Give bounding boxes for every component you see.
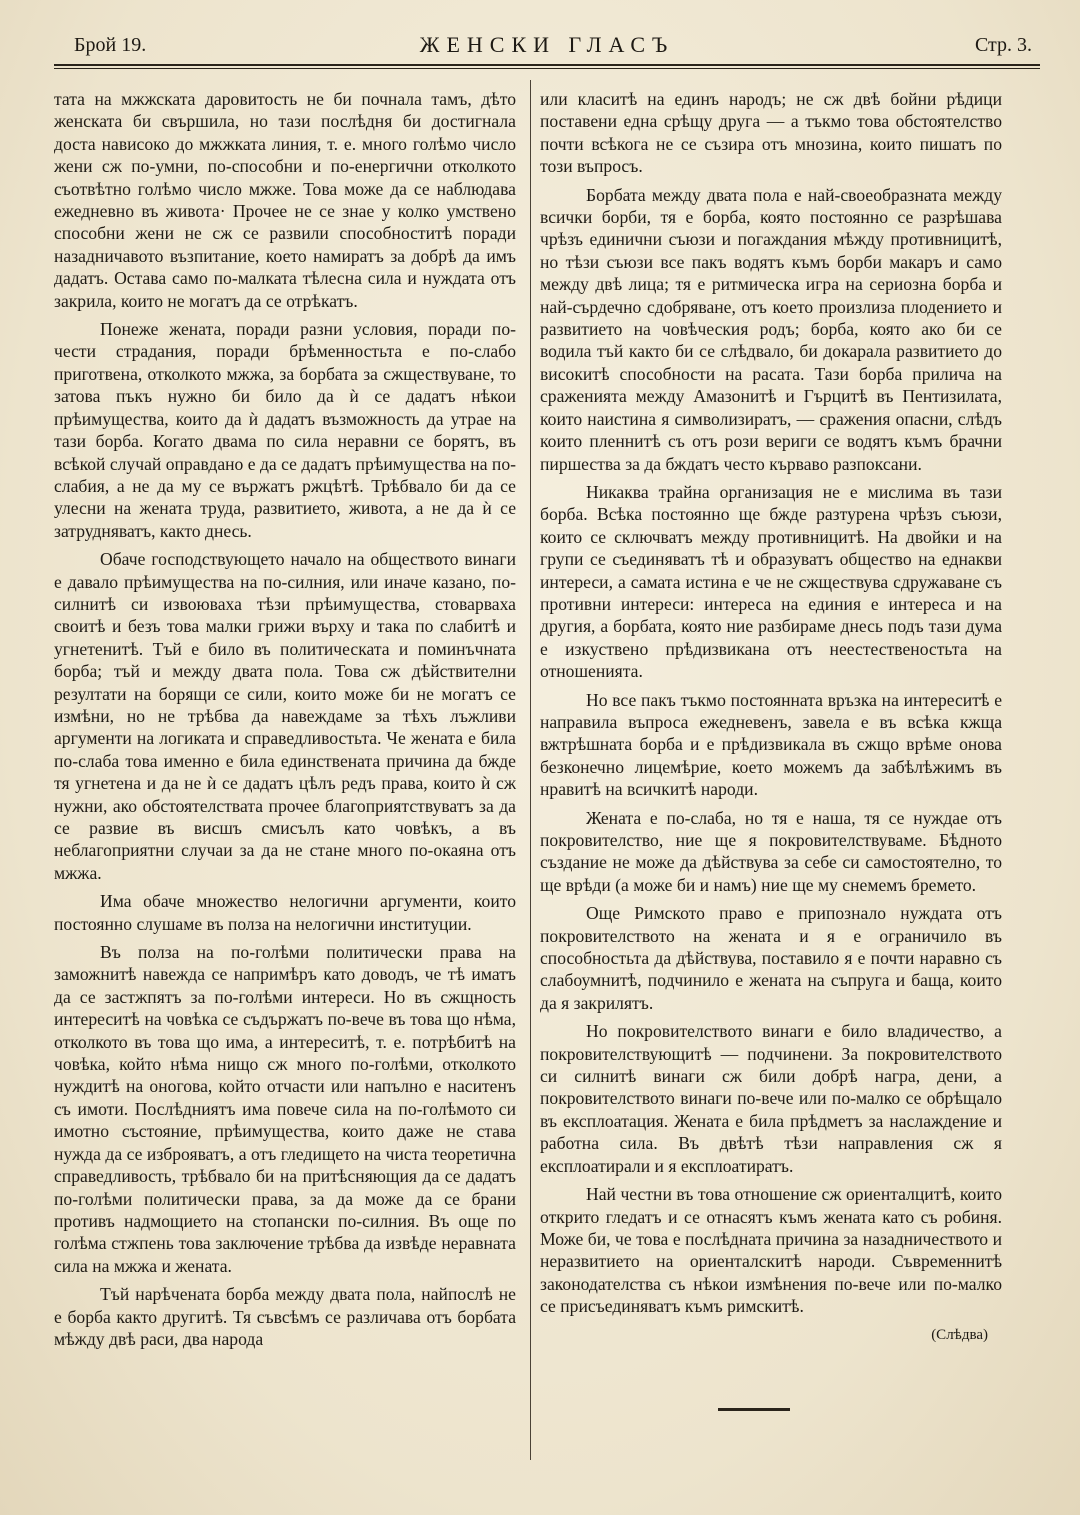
page-header <box>54 30 1040 64</box>
paragraph: Въ полза на по-голѣми политически права на заможнитѣ навежда се напримѣръ като доводъ, че тѣ иматъ да се застжпятъ за по-голѣми интереси. Но въ сжщность интереситѣ на човѣка се съдържатъ по-вече въ това що нѣма, отколкото въ това що има, а интереситѣ, т. е. потрѣбитѣ на човѣка, който нѣма нищо сж много по-голѣми, отколкото нуждитѣ на оногова, който отчасти или напълно е наситенъ съ имоти. Послѣдниятъ има повече сила на по-голѣмото си имотно състояние, прѣимущества, които даже не става нужда да се изброяватъ, а отъ гледището на чиста теоретична справедливость, трѣбвало би на притѣсняющия да се дадатъ по-голѣми политически права, за да може да се брани противъ надмощието на стопански по-силния. Въ още по голѣма стжпень това заключение трѣбва да извѣде неравната сила на мжжа и жената. <box>54 942 516 1276</box>
paragraph: Но покровителството винаги е било владичество, а покровителствующитѣ — подчинени. За покровителството си силнитѣ винаги сж били добрѣ награ, дени, а покровителството винаги по-вече или по-малко се обрѣщало въ експлоатация. Жената е била прѣдметъ за наслаждение и работна сила. Въ двѣтѣ тѣзи направления сж я експлоатирали и я експлоатиратъ. <box>540 1021 1002 1176</box>
paragraph: Обаче господствующето начало на обществото винаги е давало прѣимущества на по-силния, или иначе казано, по-силнитѣ си извоюваха тѣзи прѣимущества, стоварваха своитѣ и безъ това малки грижи върху и така по слабитѣ и угнетенитѣ. Тъй е било въ политическата и поминъчната борба; тъй и между двата пола. Това сж дѣйствителни резултати на борящи се сили, които може би не могатъ се измѣни, но не трѣбва да навеждаме за тѣхъ лъжливи аргументи на логиката и справедливостьта. Че жената е била по-слаба това именно е била единствената причина да бжде тя угнетена и да не ѝ се дадатъ цѣлъ редъ права, които ѝ сж нужни, ако обстоятелствата прочее благоприятствуватъ за да се развие въ висшъ смисълъ като човѣкъ, а въ неблагоприятни случаи за да не стане много по-окаяна отъ мжжа. <box>54 549 516 883</box>
end-rule <box>718 1408 790 1411</box>
paragraph: Най честни въ това отношение сж ориенталцитѣ, които открито гледатъ и се отнасятъ къмъ жената като съ робиня. Може би, че това е послѣдната причина за назадничеството и неразвитието на ориенталскитѣ народи. Съвременнитѣ законодателства съ нѣкои измѣнения по-вече или по-малко се присъединяватъ къмъ римскитѣ. <box>540 1184 1002 1317</box>
continued-note: (Слѣдва) <box>931 1326 988 1343</box>
left-column <box>54 88 516 1356</box>
paragraph: Никаква трайна организация не е мислима въ тази борба. Всѣка постоянно ще бжде разтурена чрѣзъ съюзи, които се сключватъ между противницитѣ. На двойки и на групи се съединяватъ тѣ и образуватъ общество на еднакви интереси, а самата истина е че не сжществува сдружаване съ противни интереси: интереса на единия е интереса и на другия, а борбата, която ние разбираме днесь подъ тази дума е изкуствено прѣдизвикана отъ неестественостьта на отношенията. <box>540 481 1002 682</box>
paragraph: Жената е по-слаба, но тя е наша, тя се нуждае отъ покровителство, ние ще я покровителствуваме. Бѣдното създание не може да дѣйствува за себе си самостоятелно, то ще врѣди (а може би и намъ) ние ще му снемемъ бремето. <box>540 807 1002 895</box>
page-number: Стр. 3. <box>974 34 1032 56</box>
header-rule <box>54 64 1040 66</box>
issue-number: Брой 19. <box>74 34 147 56</box>
column-divider <box>530 80 531 1460</box>
paragraph: Има обаче множество нелогични аргументи, които постоянно слушаме въ полза на нелогични институции. <box>54 891 516 934</box>
newspaper-title: ЖЕНСКИ ГЛАСЪ <box>419 32 675 57</box>
paragraph: Понеже жената, поради разни условия, поради по-чести страдания, поради брѣменностьта е по-слабо приготвена, отколкото мжжа, за борбата за сжществуване, то затова пъкъ нужно би било да ѝ се дадатъ нѣкои прѣимущества, които да ѝ дадатъ възможность да утрае на тази борба. Когато двама по сила неравни се борятъ, въ всѣкой случай оправдано е да се дадатъ прѣимущества на по-слабия, а не да му се вържатъ ржцѣтѣ. Трѣбвало би да се улесни на жената труда, развитието, живота, а не да ѝ се затрудняватъ, както днесь. <box>54 319 516 541</box>
paragraph: тата на мжжската даровитость не би почнала тамъ, дѣто женската би свършила, но тази послѣдня би достигнала доста нависоко до мжжката линия, т. е. много голѣмо число жени сж по-умни, по-способни и по-енергични отколкото съотвѣтно голѣмо число мжже. Това може да се наблюдава ежедневно въ живота· Прочее не се знае у колко умствено способни жени не сж се развили способноститѣ поради назадничавото възпитание, което намиратъ за добрѣ да имъ дадатъ. Остава само по-малката тѣлесна сила и нуждата отъ закрила, които не могатъ да се отрѣкатъ. <box>54 89 516 311</box>
right-column <box>540 88 1002 1346</box>
paragraph: Тъй нарѣчената борба между двата пола, найпослѣ не е борба както другитѣ. Тя съвсѣмъ се различава отъ борбата мѣжду двѣ раси, два народа <box>54 1284 516 1349</box>
paragraph: Още Римското право е припознало нуждата отъ покровителството на жената и я е ограничило въ способностьта да дѣйствува, поставило я е почти наравно съ слабоумнитѣ, подчинило е жената на съпруга и баща, които да я закрилятъ. <box>540 903 1002 1013</box>
header-rule-thin <box>54 68 1040 69</box>
paragraph: Борбата между двата пола е най-своеобразната между всички борби, тя е борба, която постоянно се разрѣшава чрѣзъ единични съюзи и погаждания мѣжду противницитѣ, но тѣзи съюзи все пакъ водятъ къмъ борби макаръ и само между двѣ лица; тя е ритмическа игра на сериозна борба и най-сърдечно сдобряване, отъ което произлиза плодението и развитието на човѣческия родъ; борба, която ако би се водила тъй както би се слѣдвало, би докарала развитието до високитѣ способности на расата. Тази борба прилича на сраженията между Амазонитѣ и Гърцитѣ въ Пентизилата, които наистина я символизиратъ, — сражения опасни, слѣдъ които пленнитѣ съ отъ рози вериги се водятъ къмъ брачни пиршества за да бждатъ често кърваво разпоксани. <box>540 184 1002 474</box>
paragraph: или класитѣ на единъ народъ; не сж двѣ бойни рѣдици поставени една срѣщу друга — а тъкмо това обстоятелство почти всѣкога не се съзира отъ мнозина, които пишатъ по този въпросъ. <box>540 89 1002 177</box>
paragraph: Но все пакъ тъкмо постоянната връзка на интереситѣ е направила въпроса ежедневенъ, завела е въ всѣка кжща вжтрѣшната борба и е прѣдизвикала въ сжщо врѣме онова безконечно лицемѣрие, което можемъ да забѣлѣжимъ въ нравитѣ на всичкитѣ народи. <box>540 689 1002 800</box>
